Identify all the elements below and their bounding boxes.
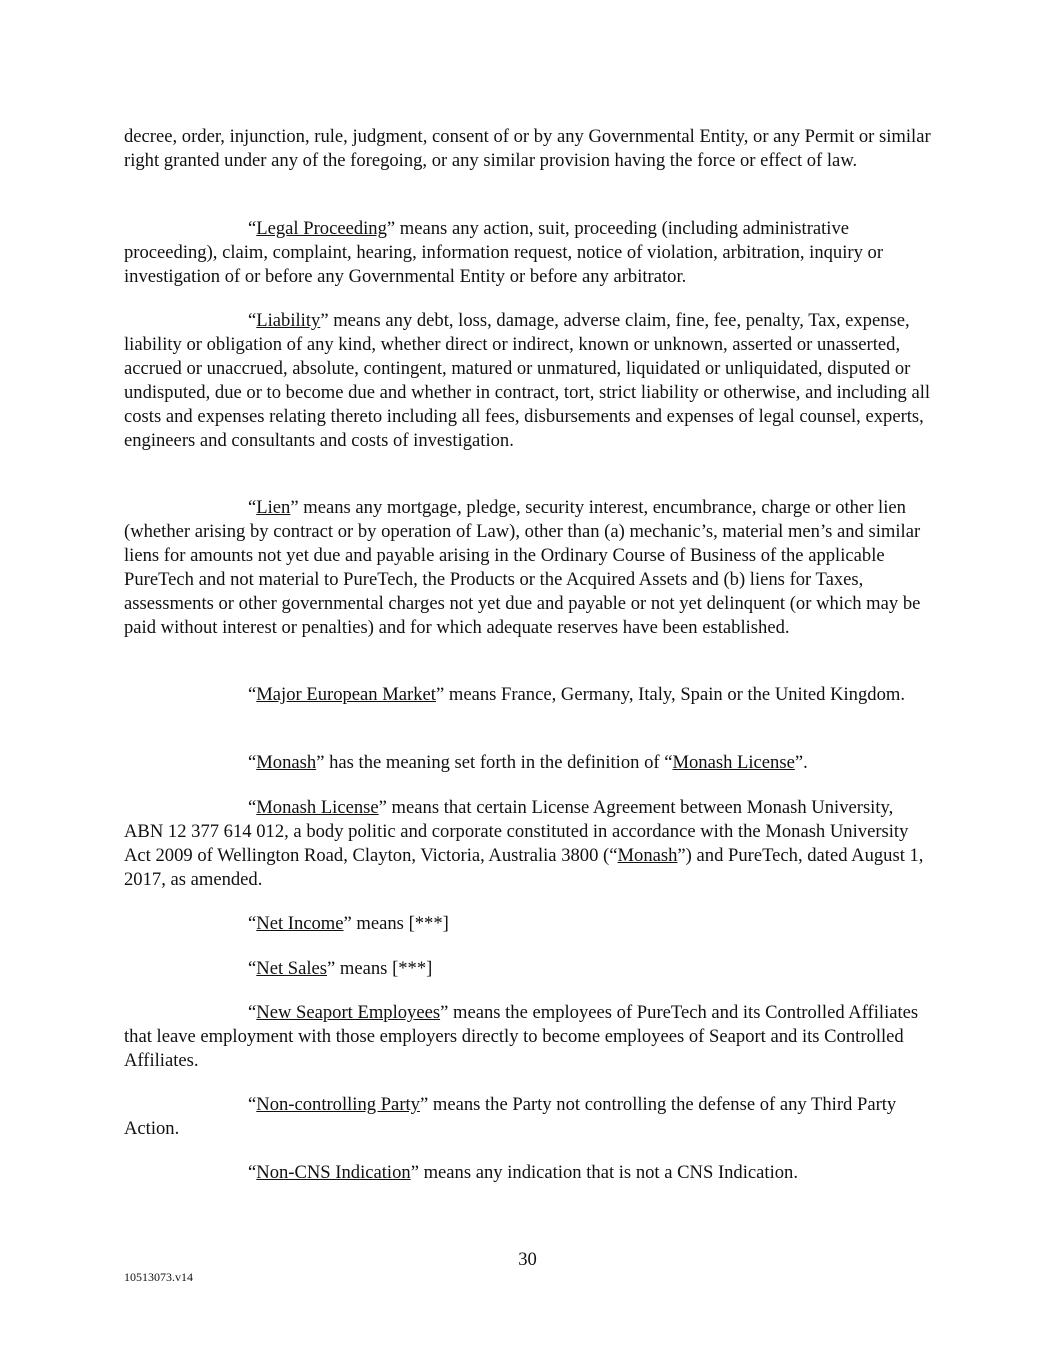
defined-term: Monash License <box>256 797 379 818</box>
definition-text: ” means any mortgage, pledge, security interest, encumbrance, charge or other lien (whether arising by contract or by operation of Law), other than (a) mechanic’s, material men’s and similar liens for amounts not yet due and payable arising in the Ordinary Course of Business of the applicable PureTech and not material to PureTech, the Products or the Acquired Assets and (b) liens for Taxes, assessments or other governmental charges not yet due and payable or not yet delinquent (or which may be paid without interest or penalties) and for which adequate reserves have been established. <box>124 497 921 638</box>
definition-liability: “Liability” means any debt, loss, damage, adverse claim, fine, fee, penalty, Tax, expense, liability or obligation of any kind, whether direct or indirect, known or unknown, asserted or unasserted, accrued or unaccrued, absolute, contingent, matured or unmatured, liquidated or unliquidated, disputed or undisputed, due or to become due and whether in contract, tort, strict liability or otherwise, and including all costs and expenses relating thereto including all fees, disbursements and expenses of legal counsel, experts, engineers and consultants and costs of investigation. <box>124 310 931 451</box>
definition-text: ” has the meaning set forth in the definition of “ <box>316 752 673 773</box>
definition-net-sales: “Net Sales” means [***] <box>248 958 433 979</box>
definition-text: ” means [***] <box>343 913 449 934</box>
defined-term: Non-controlling Party <box>256 1094 420 1115</box>
intro-paragraph <box>124 125 936 173</box>
definition-text: ” means any indication that is not a CNS Indication. <box>410 1162 798 1183</box>
definition-text: ” means any debt, loss, damage, adverse claim, fine, fee, penalty, Tax, expense, liability or obligation of any kind, whether direct or indirect, known or unknown, asserted or unasserted, accrued or unaccrued, absolute, contingent, matured or unmatured, liquidated or unliquidated, disputed or undisputed, due or to become due and whether in contract, tort, strict liability or otherwise, and including all costs and expenses relating thereto including all fees, disbursements and expenses of legal counsel, experts, engineers and consultants and costs of investigation. <box>124 310 931 451</box>
definition-tail: ”) and PureTech, dated August 1, 2017, as amended. <box>124 845 924 890</box>
definition-monash-license: “Monash License” means that certain License Agreement between Monash University, ABN 12 377 614 012, a body politic and corporate constituted in accordance with the Monash University Act 2009 of Wellington Road, Clayton, Victoria, Australia 3800 (“Monash”) and PureTech, dated August 1, 2017, as amended. <box>124 797 924 890</box>
definition-lien: “Lien” means any mortgage, pledge, security interest, encumbrance, charge or other lien (whether arising by contract or by operation of Law), other than (a) mechanic’s, material men’s and similar liens for amounts not yet due and payable arising in the Ordinary Course of Business of the applicable PureTech and not material to PureTech, the Products or the Acquired Assets and (b) liens for Taxes, assessments or other governmental charges not yet due and payable or not yet delinquent (or which may be paid without interest or penalties) and for which adequate reserves have been established. <box>124 497 921 638</box>
definition-monash: “Monash” has the meaning set forth in the definition of “Monash License”. <box>248 752 808 773</box>
intro-text: decree, order, injunction, rule, judgment, consent of or by any Governmental Entity, or any Permit or similar right granted under any of the foregoing, or any similar provision having the force or effect of law. <box>124 126 931 171</box>
defined-term: Net Sales <box>256 958 328 979</box>
definition-text: ” means that certain License Agreement between Monash University, ABN 12 377 614 012, a body politic and corporate constituted in accordance with the Monash University Act 2009 of Wellington Road, Clayton, Victoria, Australia 3800 (“ <box>124 797 909 866</box>
defined-term: Monash <box>256 752 317 773</box>
definition-tail: ”. <box>794 752 808 773</box>
definition-non-cns-indication: “Non-CNS Indication” means any indication that is not a CNS Indication. <box>248 1162 798 1183</box>
definition-text: ” means the Party not controlling the defense of any Third Party Action. <box>124 1094 897 1139</box>
definition-new-seaport-employees: “New Seaport Employees” means the employees of PureTech and its Controlled Affiliates that leave employment with those employers directly to become employees of Seaport and its Controlled Affiliates. <box>124 1002 919 1071</box>
definition-text: ” means [***] <box>327 958 433 979</box>
defined-term: New Seaport Employees <box>256 1002 441 1023</box>
definition-major-european-market: “Major European Market” means France, Germany, Italy, Spain or the United Kingdom. <box>248 684 905 705</box>
defined-term: Non-CNS Indication <box>256 1162 411 1183</box>
definition-net-income: “Net Income” means [***] <box>248 913 449 934</box>
cross-reference-term: Monash <box>617 845 678 866</box>
defined-term: Major European Market <box>256 684 436 705</box>
definition-text: ” means France, Germany, Italy, Spain or the United Kingdom. <box>435 684 905 705</box>
cross-reference-term: Monash License <box>672 752 795 773</box>
defined-term: Lien <box>256 497 291 518</box>
definition-legal-proceeding: “Legal Proceeding” means any action, suit, proceeding (including administrative proceeding), claim, complaint, hearing, information request, notice of violation, arbitration, inquiry or investigation of or before any Governmental Entity or before any arbitrator. <box>124 218 884 287</box>
defined-term: Net Income <box>256 913 344 934</box>
document-id: 10513073.v14 <box>124 1270 193 1284</box>
definition-text: ” means the employees of PureTech and its Controlled Affiliates that leave employment with those employers directly to become employees of Seaport and its Controlled Affiliates. <box>124 1002 919 1071</box>
defined-term: Legal Proceeding <box>256 218 387 239</box>
page-number: 30 <box>518 1249 537 1270</box>
definition-non-controlling-party: “Non-controlling Party” means the Party not controlling the defense of any Third Party Action. <box>124 1094 897 1139</box>
definition-text: ” means any action, suit, proceeding (including administrative proceeding), claim, complaint, hearing, information request, notice of violation, arbitration, inquiry or investigation of or before any Governmental Entity or before any arbitrator. <box>124 218 884 287</box>
defined-term: Liability <box>256 310 321 331</box>
